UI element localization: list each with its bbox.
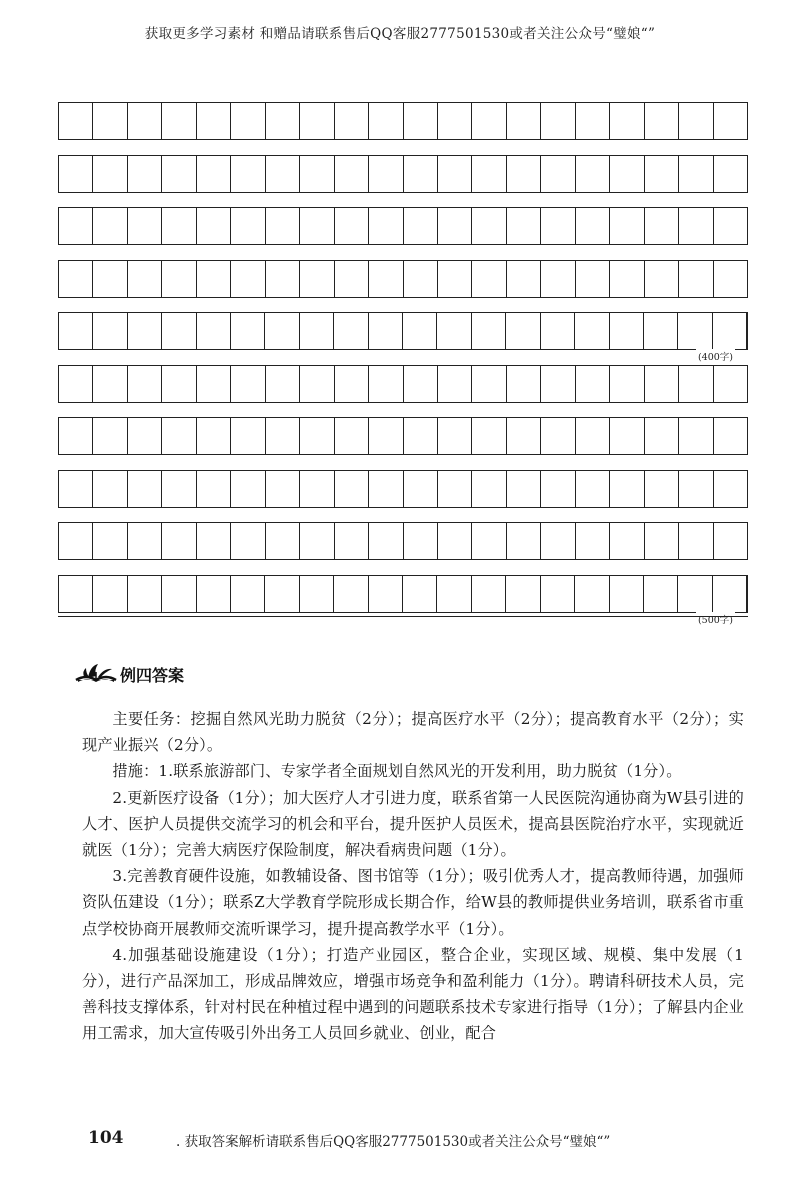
grid-cell (197, 313, 231, 349)
grid-cell (197, 208, 231, 244)
grid-cell (300, 471, 334, 507)
grid-cell (575, 576, 609, 612)
grid-cell (438, 261, 472, 297)
grid-cell (438, 103, 472, 139)
grid-cell (59, 103, 93, 139)
grid-cell (541, 418, 575, 454)
grid-cell (679, 103, 713, 139)
grid-cell (610, 418, 644, 454)
grid-cell (610, 366, 644, 402)
grid-cell (162, 471, 196, 507)
grid-cell (404, 471, 438, 507)
grid-cell (369, 471, 403, 507)
grid-cell (93, 576, 127, 612)
grid-row (58, 260, 748, 298)
grid-cell (266, 471, 300, 507)
grid-cell (231, 418, 265, 454)
grid-cell (645, 471, 679, 507)
grid-cell (300, 313, 334, 349)
grid-cell (162, 523, 196, 559)
answer-paragraph: 4.加强基础设施建设（1分）；打造产业园区，整合企业，实现区域、规模、集中发展（1分），进行产品深加工，形成品牌效应，增强市场竞争和盈利能力（1分）。聘请科研技术人员，完善科技支撑体系，针对村民在种植过程中遇到的问题联系技术专家进行指导（1分）；了解县内企业用工需求，加大宣传吸引外出务工人员回乡就业、创业，配合 (82, 945, 744, 1043)
grid-cell (197, 366, 231, 402)
grid-cell (714, 156, 747, 192)
grid-cell (507, 418, 541, 454)
grid-cell (197, 523, 231, 559)
grid-cell (335, 418, 369, 454)
grid-cell (645, 156, 679, 192)
grid-cell (645, 366, 679, 402)
grid-cell (645, 523, 679, 559)
grid-cell (541, 103, 575, 139)
grid-cell (231, 156, 265, 192)
grid-cell (576, 261, 610, 297)
grid-cell (472, 156, 506, 192)
grid-cell (438, 156, 472, 192)
grid-cell (369, 523, 403, 559)
grid-cell (266, 523, 300, 559)
grid-cell (300, 156, 334, 192)
reading-book-icon (74, 660, 118, 688)
grid-cell (162, 208, 196, 244)
grid-cell (714, 261, 747, 297)
grid-cell (645, 261, 679, 297)
grid-cell (334, 313, 368, 349)
grid-cell (300, 418, 334, 454)
grid-cell (679, 261, 713, 297)
grid-cell (438, 208, 472, 244)
grid-cell (576, 471, 610, 507)
grid-cell (541, 471, 575, 507)
grid-cell (541, 156, 575, 192)
grid-cell (231, 208, 265, 244)
grid-cell (645, 418, 679, 454)
grid-cell (541, 261, 575, 297)
grid-cell (197, 103, 231, 139)
grid-cell (93, 103, 127, 139)
grid-cell (300, 576, 334, 612)
grid-cell (472, 313, 506, 349)
grid-cell (645, 103, 679, 139)
grid-cell (714, 471, 747, 507)
grid-cell (128, 366, 162, 402)
grid-cell (507, 471, 541, 507)
answer-paragraph: 2.更新医疗设备（1分）；加大医疗人才引进力度，联系省第一人民医院沟通协商为W县引进的人才、医护人员提供交流学习的机会和平台，提升医护人员医术，提高县医院治疗水平，实现就近就医（1分）；完善大病医疗保险制度，解决看病贵问题（1分）。 (82, 788, 744, 860)
grid-cell (576, 156, 610, 192)
grid-row (58, 575, 748, 626)
grid-cell (300, 261, 334, 297)
grid-cell (266, 366, 300, 402)
grid-cell (404, 366, 438, 402)
grid-cell (575, 313, 609, 349)
grid-cell (438, 418, 472, 454)
grid-cell (162, 418, 196, 454)
grid-cell (265, 576, 299, 612)
answer-paragraph: 主要任务：挖掘自然风光助力脱贫（2分）；提高医疗水平（2分）；提高教育水平（2分）；实现产业振兴（2分）。 (82, 710, 744, 755)
grid-cell (645, 208, 679, 244)
answer-paragraph: 3.完善教育硬件设施，如教辅设备、图书馆等（1分）；吸引优秀人才，提高教师待遇，加强师资队伍建设（1分）；联系Z大学教育学院形成长期合作，给W县的教师提供业务培训，联系省市重点学校协商开展教师交流听课学习，提升提高教学水平（1分）。 (82, 867, 744, 938)
grid-cell (404, 261, 438, 297)
grid-cell (128, 103, 162, 139)
grid-cell (93, 313, 127, 349)
grid-cell (162, 156, 196, 192)
grid-cell (472, 261, 506, 297)
grid-cell (335, 523, 369, 559)
section-heading (74, 660, 184, 688)
grid-cell (93, 366, 127, 402)
grid-cell (334, 576, 368, 612)
grid-cell (369, 313, 403, 349)
grid-cell (610, 156, 644, 192)
grid-cell (714, 366, 747, 402)
grid-cell (576, 418, 610, 454)
grid-cell (128, 313, 162, 349)
grid-cell (59, 261, 93, 297)
grid-cell (610, 208, 644, 244)
grid-cell (507, 208, 541, 244)
composition-grid (58, 102, 748, 627)
answer-paragraph: 措施：1.联系旅游部门、专家学者全面规划自然风光的开发利用，助力脱贫（1分）。 (112, 762, 682, 781)
grid-cell (541, 208, 575, 244)
grid-cell (59, 523, 93, 559)
grid-cell (369, 418, 403, 454)
grid-cell (162, 103, 196, 139)
grid-cell (197, 576, 231, 612)
grid-row (58, 417, 748, 455)
grid-row (58, 522, 748, 560)
section-title: 例四答案 (120, 665, 185, 685)
grid-row (58, 207, 748, 245)
grid-cell (610, 103, 644, 139)
grid-cell (197, 418, 231, 454)
grid-cell (714, 418, 747, 454)
grid-cell (300, 103, 334, 139)
grid-cell (541, 576, 575, 612)
grid-cell (93, 418, 127, 454)
grid-cell (472, 103, 506, 139)
grid-cell (506, 576, 540, 612)
page-header: 获取更多学习素材 和赠品请联系售后QQ客服2777501530或者关注公众号“璧娘“” (144, 26, 656, 42)
grid-cell (128, 576, 162, 612)
grid-cell (266, 208, 300, 244)
grid-cell (507, 156, 541, 192)
grid-cell (403, 576, 437, 612)
grid-cell (93, 208, 127, 244)
grid-cell (541, 313, 575, 349)
grid-cell (59, 156, 93, 192)
grid-cell (404, 523, 438, 559)
grid-cell (714, 208, 747, 244)
grid-cell (438, 471, 472, 507)
grid-cell (300, 523, 334, 559)
grid-cell (231, 261, 265, 297)
grid-cell (679, 418, 713, 454)
grid-cell (404, 103, 438, 139)
grid-cell (300, 366, 334, 402)
grid-cell (713, 313, 747, 349)
grid-cell (472, 208, 506, 244)
grid-cell (369, 156, 403, 192)
grid-cell (231, 366, 265, 402)
grid-cell (162, 366, 196, 402)
grid-cell (162, 576, 196, 612)
grid-cell (404, 208, 438, 244)
grid-cell (507, 523, 541, 559)
word-count-500-label: (500字) (696, 612, 735, 626)
grid-cell (128, 156, 162, 192)
grid-cell (576, 208, 610, 244)
grid-row (58, 102, 748, 140)
grid-cell (438, 523, 472, 559)
grid-cell (162, 261, 196, 297)
grid-cell (644, 313, 678, 349)
grid-cell (128, 418, 162, 454)
page-number: 104 (88, 1128, 124, 1148)
grid-cell (59, 208, 93, 244)
grid-cell (197, 471, 231, 507)
grid-cell (507, 366, 541, 402)
grid-row (58, 470, 748, 508)
grid-cell (507, 103, 541, 139)
grid-cell (678, 313, 712, 349)
grid-cell (59, 418, 93, 454)
grid-cell (472, 418, 506, 454)
grid-cell (128, 261, 162, 297)
grid-cell (335, 261, 369, 297)
grid-cell (610, 523, 644, 559)
grid-cell (93, 156, 127, 192)
grid-cell (404, 156, 438, 192)
grid-cell (335, 208, 369, 244)
grid-cell (714, 523, 747, 559)
grid-cell (300, 208, 334, 244)
grid-cell (679, 366, 713, 402)
grid-cell (507, 261, 541, 297)
grid-cell (369, 208, 403, 244)
grid-cell (679, 156, 713, 192)
grid-cell (369, 576, 403, 612)
grid-cell (266, 156, 300, 192)
grid-row (58, 312, 748, 363)
grid-cell (610, 313, 644, 349)
grid-cell (679, 471, 713, 507)
grid-cell (59, 313, 93, 349)
grid-cell (437, 576, 471, 612)
grid-cell (576, 103, 610, 139)
grid-cell (266, 103, 300, 139)
grid-cell (472, 471, 506, 507)
grid-row (58, 155, 748, 193)
grid-cell (576, 523, 610, 559)
word-count-400-label: (400字) (696, 349, 735, 363)
grid-cell (128, 471, 162, 507)
grid-cell (472, 576, 506, 612)
grid-cell (404, 418, 438, 454)
grid-cell (266, 418, 300, 454)
grid-cell (369, 103, 403, 139)
grid-cell (713, 576, 747, 612)
page-footer: . 获取答案解析请联系售后QQ客服2777501530或者关注公众号“璧娘“” (176, 1134, 611, 1150)
grid-cell (59, 471, 93, 507)
grid-cell (472, 523, 506, 559)
grid-cell (265, 313, 299, 349)
grid-cell (679, 523, 713, 559)
grid-cell (128, 523, 162, 559)
grid-cell (335, 471, 369, 507)
grid-cell (369, 366, 403, 402)
grid-cell (335, 103, 369, 139)
grid-cell (437, 313, 471, 349)
grid-cell (231, 523, 265, 559)
grid-cell (610, 576, 644, 612)
grid-cell (610, 471, 644, 507)
grid-cell (128, 208, 162, 244)
grid-cell (678, 576, 712, 612)
grid-cell (231, 576, 265, 612)
grid-cell (679, 208, 713, 244)
grid-cell (162, 313, 196, 349)
grid-cell (541, 523, 575, 559)
grid-cell (644, 576, 678, 612)
grid-cell (231, 471, 265, 507)
grid-cell (610, 261, 644, 297)
grid-cell (93, 261, 127, 297)
answer-body (82, 706, 744, 1047)
divider-rule (58, 616, 748, 617)
grid-cell (714, 103, 747, 139)
grid-cell (335, 366, 369, 402)
grid-cell (369, 261, 403, 297)
grid-cell (576, 366, 610, 402)
grid-cell (59, 576, 93, 612)
grid-cell (506, 313, 540, 349)
grid-cell (541, 366, 575, 402)
grid-cell (59, 366, 93, 402)
grid-cell (231, 313, 265, 349)
grid-cell (266, 261, 300, 297)
grid-cell (438, 366, 472, 402)
grid-cell (335, 156, 369, 192)
grid-cell (197, 156, 231, 192)
grid-cell (472, 366, 506, 402)
grid-cell (403, 313, 437, 349)
grid-row (58, 365, 748, 403)
grid-cell (231, 103, 265, 139)
grid-cell (197, 261, 231, 297)
grid-cell (93, 471, 127, 507)
grid-cell (93, 523, 127, 559)
